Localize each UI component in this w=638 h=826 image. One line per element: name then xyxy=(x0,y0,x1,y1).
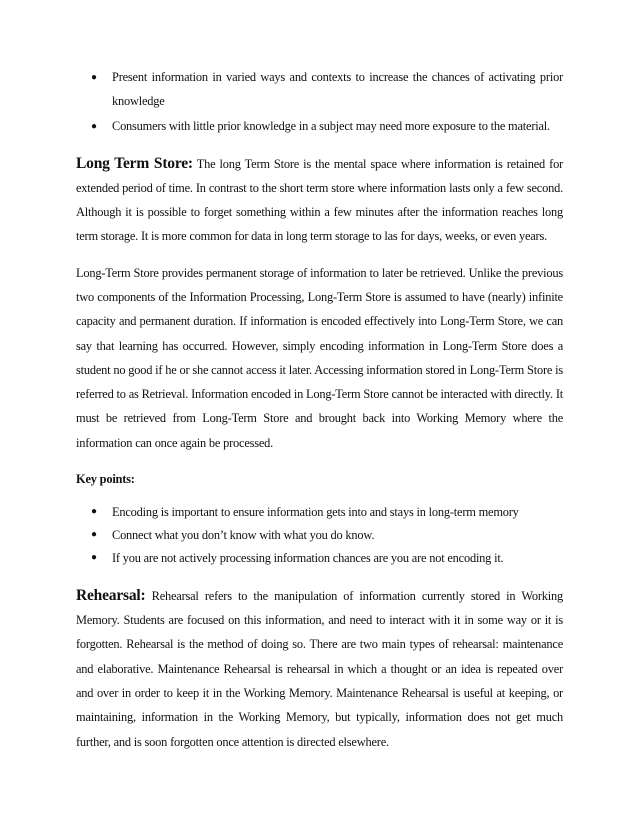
list-item xyxy=(76,66,563,113)
intro-bullet-list xyxy=(76,66,563,139)
bullet-icon: ● xyxy=(91,506,97,518)
bullet-text: Consumers with little prior knowledge in a subject may need more exposure to the material. xyxy=(112,119,550,133)
section-heading-long-term: Long Term Store: xyxy=(76,154,193,172)
long-term-paragraph-1 xyxy=(76,152,563,249)
section-heading-rehearsal: Rehearsal: xyxy=(76,586,146,604)
bullet-icon: ● xyxy=(91,72,97,83)
list-item xyxy=(76,115,563,139)
bullet-text: Connect what you don’t know with what you do know. xyxy=(112,528,375,543)
paragraph-text: Rehearsal refers to the manipulation of information currently stored in Working Memory. Students are focused on this information, and need to interact with it in some way or it is forgotten. Rehearsal is the method of doing so. There are two main types of rehearsal: maintenance and elaborative. Maintenance Rehearsal is rehearsal in which a thought or an idea is repeated over and over in order to keep it in the Working Memory. Maintenance Rehearsal is useful at keeping, or maintaining, information in the Working Memory, but typically, information does not get much further, and is soon forgotten once attention is directed elsewhere. xyxy=(76,588,563,749)
bullet-icon: ● xyxy=(91,529,97,541)
bullet-text: If you are not actively processing information chances are you are not encoding it. xyxy=(112,551,504,566)
list-item xyxy=(76,501,563,524)
key-points-list xyxy=(76,501,563,570)
list-item xyxy=(76,524,563,547)
bullet-text: Encoding is important to ensure information gets into and stays in long-term memory xyxy=(112,505,519,520)
bullet-text: Present information in varied ways and contexts to increase the chances of activating prior knowledge xyxy=(112,70,563,108)
list-item xyxy=(76,547,563,570)
paragraph-text: The long Term Store is the mental space where information is retained for extended period of time. In contrast to the short term store where information lasts only a few second. Although it is possible to forget something within a few minutes after the information reaches long term storage. It is more common for data in long term storage to las for days, weeks, or even years. xyxy=(76,156,563,244)
rehearsal-paragraph xyxy=(76,584,563,754)
bullet-icon: ● xyxy=(91,121,97,132)
bullet-icon: ● xyxy=(91,552,97,564)
long-term-paragraph-2: Long-Term Store provides permanent storage of information to later be retrieved. Unlike the previous two components of the Information Processing, Long-Term Store is assumed to have (nearly) infinite capacity and permanent duration. If information is encoded effectively into Long-Term Store, we can say that learning has occurred. However, simply encoding information in Long-Term Store does a student no good if he or she cannot access it later. Accessing information stored in Long-Term Store is referred to as Retrieval. Information encoded in Long-Term Store cannot be interacted with directly. It must be retrieved from Long-Term Store and brought back into Working Memory where the information can once again be processed. xyxy=(76,265,563,450)
key-points-label: Key points: xyxy=(76,472,135,487)
